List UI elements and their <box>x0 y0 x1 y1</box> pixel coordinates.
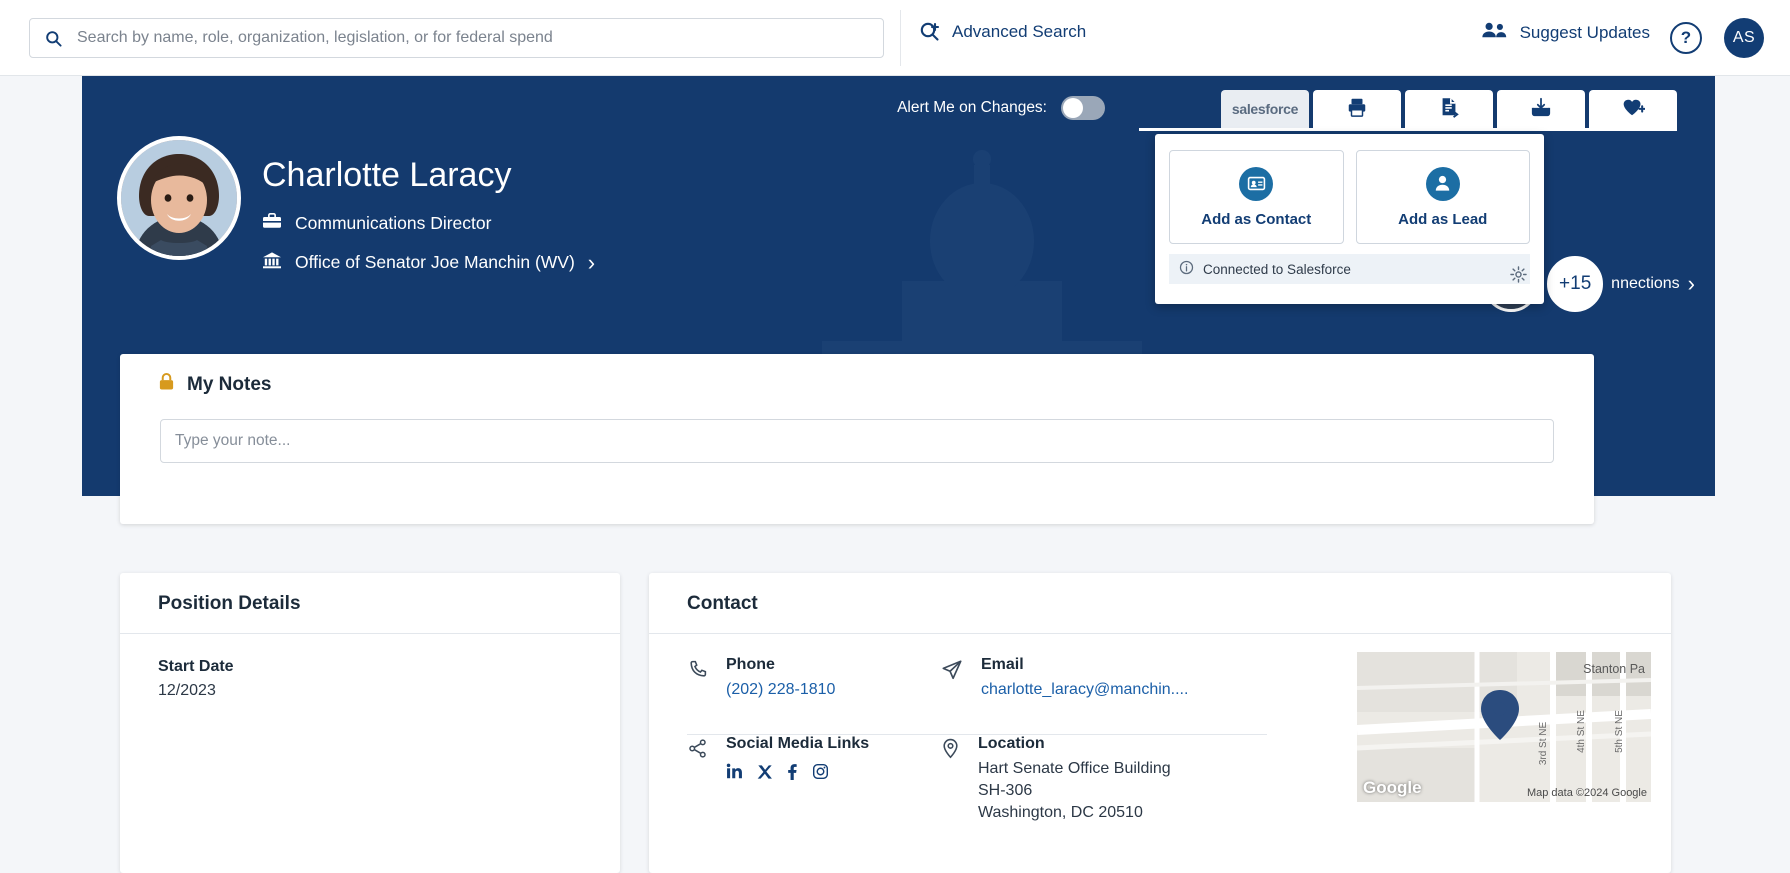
map-street-4th: 4th St NE <box>1576 710 1588 753</box>
share-icon <box>687 738 708 785</box>
phone-label: Phone <box>726 656 775 673</box>
phone-icon <box>687 659 708 699</box>
page-title: Charlotte Laracy <box>262 156 512 194</box>
lock-icon <box>158 372 175 397</box>
start-date-value: 12/2023 <box>158 682 216 699</box>
help-icon[interactable] <box>1670 22 1702 54</box>
profile-organization[interactable] <box>262 251 595 274</box>
profile-role-label: Communications Director <box>295 213 492 233</box>
position-details-card <box>120 573 620 873</box>
phone-value[interactable]: (202) 228-1810 <box>726 681 836 698</box>
right-rail <box>1715 76 1790 873</box>
add-as-contact-button[interactable] <box>1169 150 1344 244</box>
map-street-3rd: 3rd St NE <box>1537 721 1549 766</box>
topbar-divider <box>900 10 901 66</box>
printer-icon <box>1346 96 1368 123</box>
search-input[interactable] <box>75 21 855 55</box>
connections-label: nnections <box>1611 275 1680 292</box>
connections-more-count[interactable] <box>1547 256 1603 312</box>
suggest-updates-label: Suggest Updates <box>1519 22 1650 42</box>
contact-card <box>649 573 1671 873</box>
contact-card-icon <box>1239 167 1273 201</box>
contact-social <box>687 735 869 785</box>
advanced-search-label: Advanced Search <box>952 22 1087 41</box>
google-logo: Google <box>1363 778 1422 797</box>
search-icon <box>44 29 63 48</box>
left-rail <box>0 76 82 873</box>
download-inbox-icon <box>1530 96 1552 123</box>
email-value[interactable]: charlotte_laracy@manchin.... <box>981 681 1189 698</box>
salesforce-status-label: Connected to Salesforce <box>1203 261 1351 277</box>
map-street-5th: 5th St NE <box>1614 710 1626 753</box>
search-plus-icon <box>918 20 942 44</box>
alert-me-on-changes <box>897 96 1105 120</box>
x-icon[interactable] <box>757 764 773 785</box>
export-document-icon <box>1438 96 1460 123</box>
location-line-3: Washington, DC 20510 <box>978 804 1143 821</box>
contact-grid <box>649 634 1671 821</box>
advanced-search-button[interactable] <box>918 20 1086 44</box>
institution-icon <box>262 251 282 274</box>
help-label: ? <box>1680 28 1692 47</box>
top-bar <box>0 0 1790 76</box>
map-park-label: Stanton Pa <box>1583 662 1645 676</box>
profile-photo <box>117 136 241 260</box>
facebook-icon[interactable] <box>787 763 798 785</box>
gear-icon[interactable] <box>1509 265 1528 289</box>
people-icon <box>1481 20 1508 45</box>
tab-print[interactable] <box>1313 90 1401 128</box>
my-notes-header <box>120 354 1594 397</box>
position-details-title: Position Details <box>158 593 301 614</box>
instagram-icon[interactable] <box>812 763 829 785</box>
my-notes-card <box>120 354 1594 524</box>
map-attribution: Map data ©2024 Google <box>1526 787 1647 799</box>
contact-phone <box>687 656 835 699</box>
info-icon <box>1179 260 1194 278</box>
map-pin-icon <box>941 738 960 822</box>
tab-add-to-list[interactable] <box>1589 90 1677 128</box>
briefcase-icon <box>262 212 282 235</box>
position-details-body <box>120 634 620 700</box>
send-email-icon <box>941 659 963 699</box>
start-date-label: Start Date <box>158 658 234 675</box>
add-as-contact-label: Add as Contact <box>1201 210 1312 228</box>
location-label: Location <box>978 735 1045 752</box>
alert-toggle[interactable] <box>1061 96 1105 120</box>
chevron-right-icon: › <box>587 249 596 275</box>
add-as-lead-button[interactable] <box>1356 150 1531 244</box>
tab-download[interactable] <box>1497 90 1585 128</box>
my-notes-title: My Notes <box>187 373 272 395</box>
alert-toggle-knob <box>1063 98 1083 118</box>
location-line-1: Hart Senate Office Building <box>978 760 1171 777</box>
avatar-initials-label: AS <box>1732 29 1756 46</box>
avatar[interactable] <box>1724 18 1764 58</box>
lead-person-icon <box>1426 167 1460 201</box>
tab-salesforce[interactable] <box>1221 90 1309 128</box>
connections-more-label: +15 <box>1559 273 1592 294</box>
suggest-updates-button[interactable] <box>1481 20 1650 45</box>
contact-email <box>941 656 1188 699</box>
contact-title: Contact <box>687 593 758 614</box>
alert-label: Alert Me on Changes: <box>897 99 1047 116</box>
location-map[interactable] <box>1357 652 1651 802</box>
linkedin-icon[interactable] <box>726 763 743 785</box>
action-tab-bar <box>1221 90 1677 128</box>
connections-chevron-icon: › <box>1687 271 1695 296</box>
location-line-2: SH-306 <box>978 782 1033 799</box>
profile-role <box>262 212 491 235</box>
search-box[interactable] <box>29 18 884 58</box>
email-label: Email <box>981 656 1024 673</box>
salesforce-dropdown <box>1155 134 1544 304</box>
profile-organization-label: Office of Senator Joe Manchin (WV) <box>295 252 575 272</box>
salesforce-status <box>1169 254 1530 284</box>
tab-export[interactable] <box>1405 90 1493 128</box>
note-input[interactable] <box>160 419 1554 463</box>
action-tab-underline <box>1139 128 1677 131</box>
social-media-icon-row <box>726 763 869 785</box>
heart-plus-icon <box>1621 96 1645 123</box>
add-as-lead-label: Add as Lead <box>1398 210 1488 228</box>
contact-location <box>941 735 1171 822</box>
social-media-links-label: Social Media Links <box>726 735 870 752</box>
salesforce-action-cards <box>1155 134 1544 254</box>
tab-salesforce-label: salesforce <box>1231 101 1299 117</box>
